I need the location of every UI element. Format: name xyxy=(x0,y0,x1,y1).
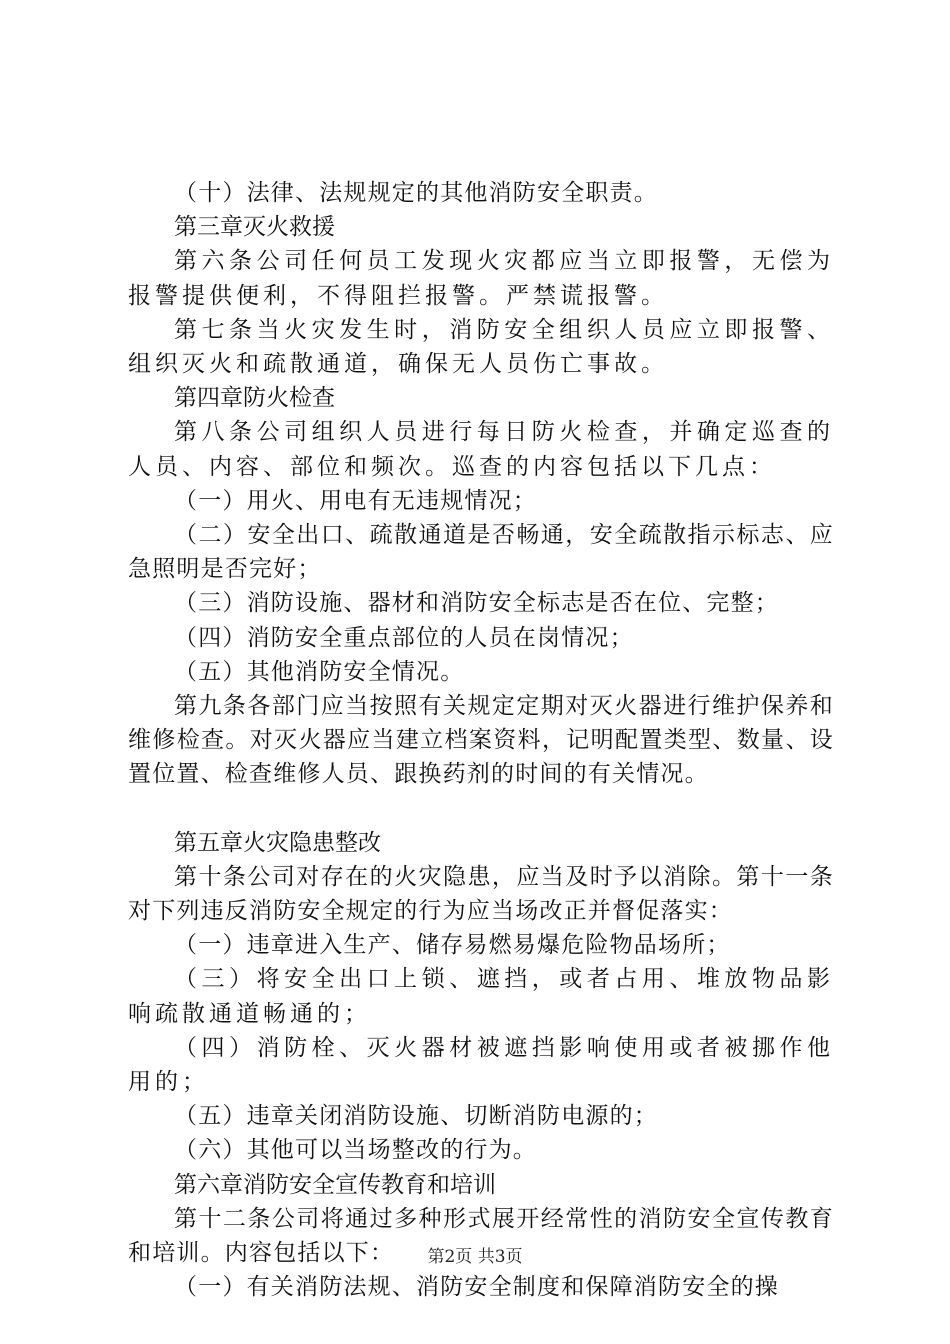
list-item: （三）将安全出口上锁、遮挡，或者占用、堆放物品影响疏散通道畅通的； xyxy=(128,966,834,1027)
list-item: （四）消防栓、灭火器材被遮挡影响使用或者被挪作他用的； xyxy=(128,1034,834,1096)
article-paragraph: 第十条公司对存在的火灾隐患，应当及时予以消除。第十一条对下列违反消防安全规定的行为应当场改正并督促落实： xyxy=(128,863,834,925)
document-body xyxy=(128,176,834,1305)
list-item: （一）违章进入生产、储存易燃易爆危险物品场所； xyxy=(174,932,731,959)
chapter-heading: 第五章火灾隐患整改 xyxy=(174,829,381,856)
list-item: （六）其他可以当场整改的行为。 xyxy=(174,1137,537,1164)
chapter-heading: 第三章灭火救援 xyxy=(174,214,335,241)
clause-paragraph: （十）法律、法规规定的其他消防安全职责。 xyxy=(174,180,658,206)
page-number-footer: 第2页 共3页 xyxy=(427,1247,523,1267)
list-item: （一）用火、用电有无违规情况； xyxy=(174,487,537,514)
list-item: （五）其他消防安全情况。 xyxy=(174,658,465,685)
list-item: （四）消防安全重点部位的人员在岗情况； xyxy=(174,624,634,651)
list-item: （五）违章关闭消防设施、切断消防电源的； xyxy=(174,1103,658,1130)
paragraph-gap xyxy=(128,792,834,826)
chapter-heading: 第四章防火检查 xyxy=(174,385,335,412)
article-paragraph: 第八条公司组织人员进行每日防火检查，并确定巡查的人员、内容、部位和频次。巡查的内容包括以下几点： xyxy=(128,419,834,480)
list-item: （一）有关消防法规、消防安全制度和保障消防安全的操 xyxy=(174,1274,779,1301)
article-paragraph: 第十二条公司将通过多种形式展开经常性的消防安全宣传教育和培训。内容包括以下： xyxy=(128,1205,834,1267)
list-item: （二）安全出口、疏散通道是否畅通，安全疏散指示标志、应急照明是否完好； xyxy=(128,522,834,583)
article-paragraph: 第九条各部门应当按照有关规定定期对灭火器进行维护保养和维修检查。对灭火器应当建立档案资料，记明配置类型、数量、设置位置、检查维修人员、跟换药剂的时间的有关情况。 xyxy=(128,693,834,788)
article-paragraph: 第七条当火灾发生时，消防安全组织人员应立即报警、组织灭火和疏散通道，确保无人员伤亡事故。 xyxy=(128,316,834,378)
list-item: （三）消防设施、器材和消防安全标志是否在位、完整； xyxy=(174,590,779,617)
article-paragraph: 第六条公司任何员工发现火灾都应当立即报警，无偿为报警提供便利，不得阻拦报警。严禁谎报警。 xyxy=(128,248,834,309)
chapter-heading: 第六章消防安全宣传教育和培训 xyxy=(174,1171,496,1198)
